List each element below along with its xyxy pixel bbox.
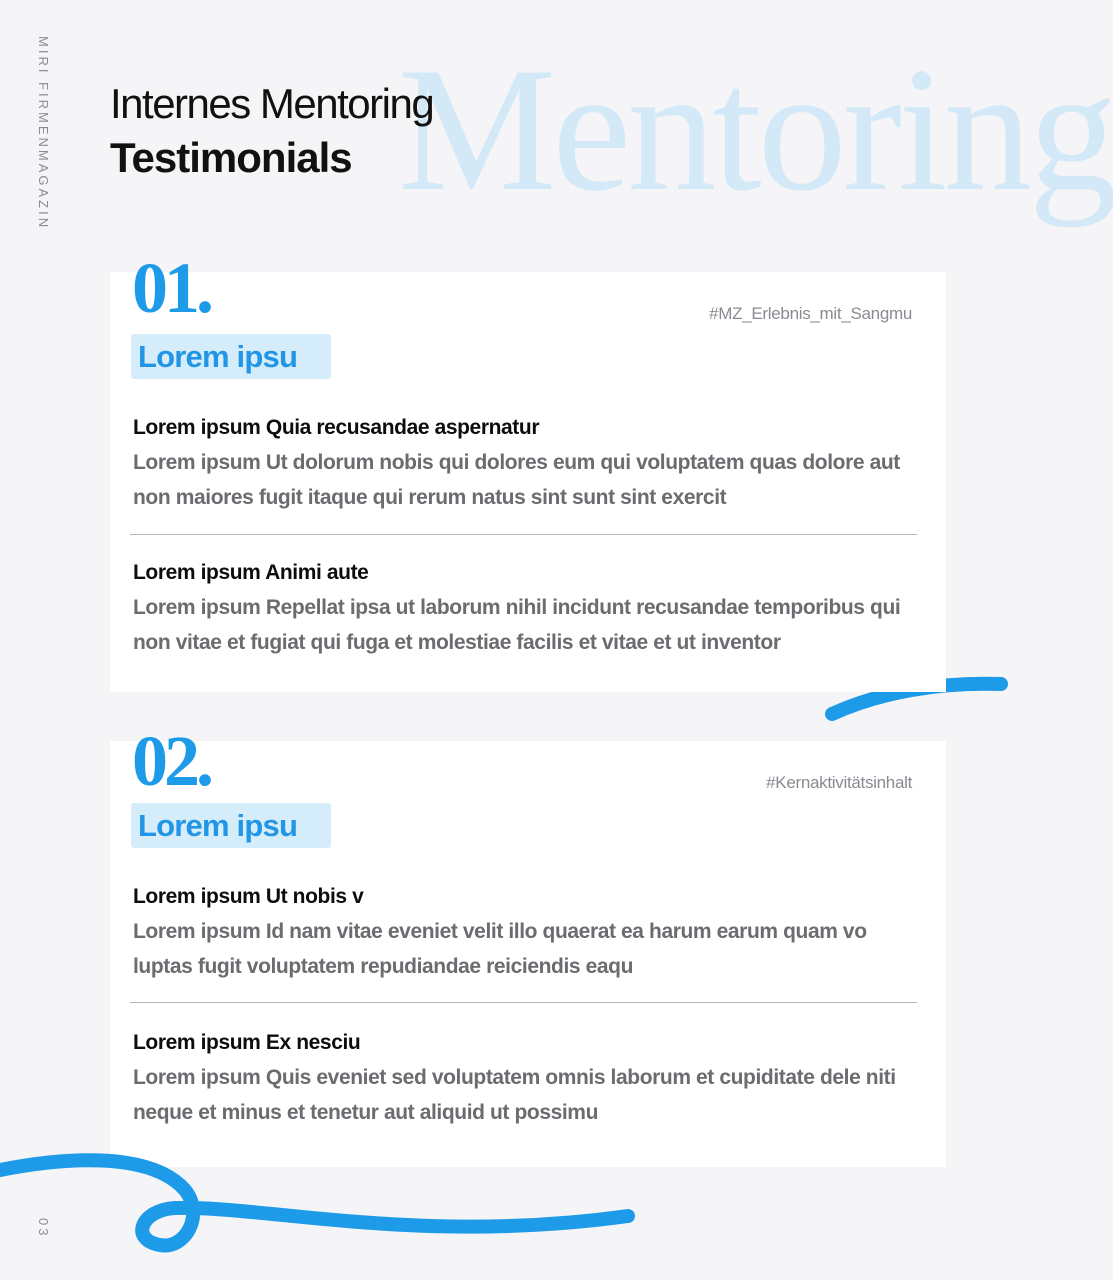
- entry-title: Lorem ipsum Animi aute: [133, 561, 369, 584]
- testimonial-entry: [133, 559, 923, 660]
- testimonial-entry: [133, 414, 923, 515]
- page-number: 03: [36, 1218, 51, 1239]
- testimonial-entry: [133, 883, 923, 984]
- entry-body: Lorem ipsum Ut dolorum nobis qui dolores eum qui voluptatem quas dolore aut non maiores fugit itaque qui rerum natus sint sunt sint exercit: [133, 451, 900, 509]
- card-category-pill: Lorem ipsu: [131, 334, 331, 379]
- card-number: 02.: [132, 721, 210, 801]
- page-title-line2: Testimonials: [110, 134, 352, 181]
- entry-divider: [130, 534, 917, 535]
- card-hashtag: #MZ_Erlebnis_mit_Sangmu: [709, 304, 912, 323]
- testimonial-entry: [133, 1029, 923, 1130]
- entry-body: Lorem ipsum Id nam vitae eveniet velit illo quaerat ea harum earum quam vo luptas fugit voluptatem repudiandae reiciendis eaqu: [133, 920, 867, 978]
- entry-title: Lorem ipsum Ex nesciu: [133, 1031, 361, 1054]
- card-number: 01.: [132, 248, 210, 328]
- entry-body: Lorem ipsum Repellat ipsa ut laborum nihil incidunt recusandae temporibus qui non vitae et fugiat qui fuga et molestiae facilis et vitae et ut inventor: [133, 596, 901, 654]
- entry-title: Lorem ipsum Quia recusandae aspernatur: [133, 416, 540, 439]
- magazine-side-label: MIRI FIRMENMAGAZIN: [36, 36, 51, 231]
- testimonial-card-2: [110, 721, 946, 1167]
- entry-title: Lorem ipsum Ut nobis v: [133, 885, 364, 908]
- background-decorative-word: Mentoring: [398, 30, 1113, 228]
- entry-body: Lorem ipsum Quis eveniet sed voluptatem omnis laborum et cupiditate dele niti neque et minus et tenetur aut aliquid ut possimu: [133, 1066, 896, 1124]
- testimonial-card-1: [110, 248, 946, 692]
- page-title-line1: Internes Mentoring: [110, 80, 434, 127]
- brush-swoosh-bottom-left-icon: [0, 1150, 640, 1270]
- card-hashtag: #Kernaktivitätsinhalt: [766, 773, 912, 792]
- entry-divider: [130, 1002, 917, 1003]
- card-category-pill: Lorem ipsu: [131, 803, 331, 848]
